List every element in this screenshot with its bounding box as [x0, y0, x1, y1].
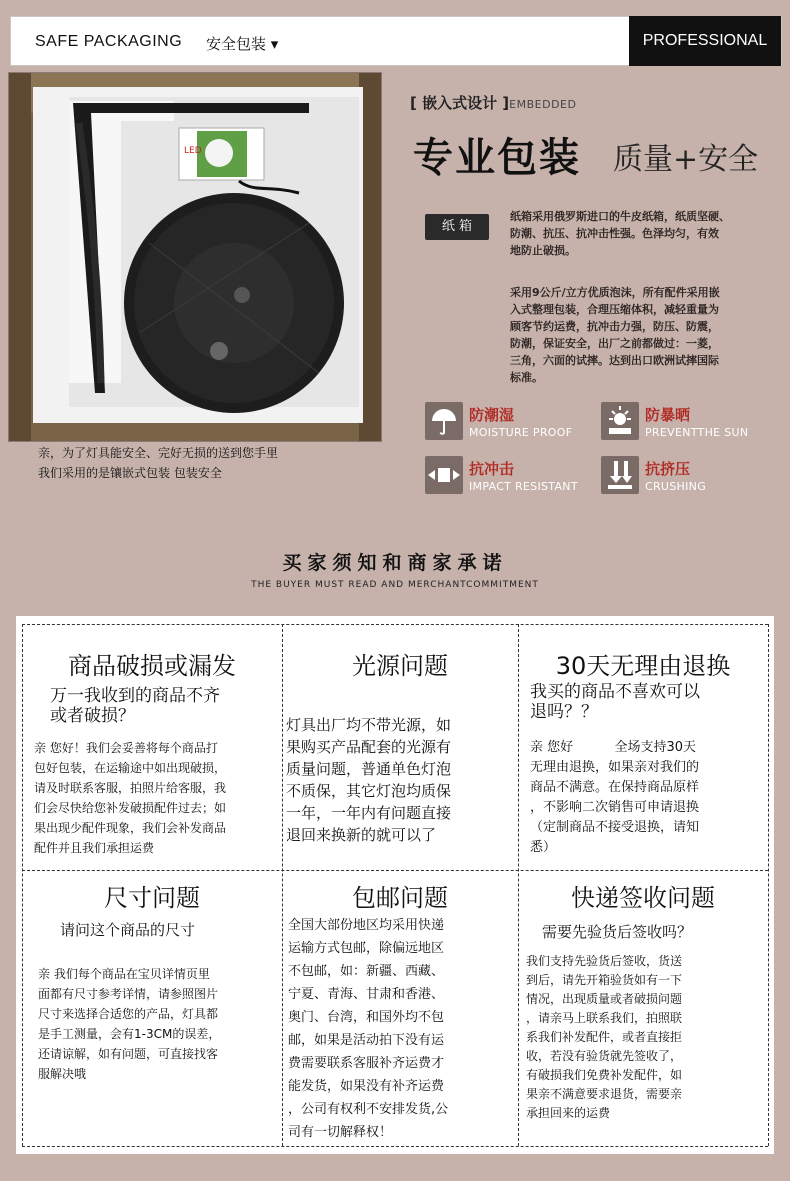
delivery-answer-line: 收，若没有验货就先签收了，: [526, 1049, 683, 1063]
feature-cn: 防暴晒: [645, 406, 691, 424]
delivery-question: 需要先验货后签收吗？: [542, 923, 693, 941]
grid-divider: [768, 624, 769, 1146]
delivery-answer-line: 果亲不满意要求退货，需要亲: [526, 1087, 683, 1101]
feature-en: MOISTURE PROOF: [469, 426, 573, 439]
shipping-answer-line: 全国大部份地区均采用快递: [288, 918, 445, 933]
professional-packaging-title: 专业包装: [413, 134, 581, 181]
damage-question: [50, 686, 280, 726]
sun-icon: [601, 402, 639, 440]
shipping-answer-line: 能发货，如果没有补齐运费: [288, 1079, 445, 1094]
feature-cn: 抗冲击: [469, 460, 515, 478]
delivery-answer-line: 我们支持先验货后签收，货送: [526, 954, 683, 968]
delivery-answer-line: 情况，出现质量或者破损问题: [526, 992, 683, 1006]
size-answer-line: 尺寸来选择合适您的产品，灯具都: [38, 1007, 219, 1021]
return-answer-line: （定制商品不接受退换，请知: [530, 820, 700, 835]
caption-line-1: 亲，为了灯具能安全、完好无损的送到您手里: [38, 446, 279, 460]
shipping-answer: [288, 914, 516, 1144]
professional-label: PROFESSIONAL: [629, 16, 781, 66]
header-bar: [10, 16, 782, 66]
return-answer-line: 悉）: [530, 840, 557, 855]
return-question-line: 退吗？？: [530, 702, 598, 722]
feature-en: PREVENTTHE SUN: [645, 426, 749, 439]
carton-description: [510, 208, 730, 259]
section-title: 买家须知和商家承诺: [282, 552, 508, 574]
carton-desc-line: 地防止破损。: [510, 244, 576, 257]
umbrella-icon: [425, 402, 463, 440]
return-question-line: 我买的商品不喜欢可以: [530, 682, 700, 702]
section-subtitle: THE BUYER MUST READ AND MERCHANTCOMMITMENT: [251, 580, 539, 590]
shipping-answer-line: 运输方式包邮，除偏远地区: [288, 941, 445, 956]
foam-desc-line: 三角，六面的试摔。达到出口欧洲试摔国际: [510, 354, 719, 367]
damage-answer: [34, 738, 282, 858]
delivery-heading: 快递签收问题: [571, 884, 715, 912]
size-answer-line: 面都有尺寸参考详情，请参照图片: [38, 987, 219, 1001]
foam-description: [510, 284, 720, 386]
foam-desc-line: 防潮，保证安全，出厂之前都做过：一菱，: [510, 337, 719, 350]
return-answer-line: ，不影响二次销售可申请退换: [530, 800, 700, 815]
bulb-box-text: LED: [184, 146, 202, 156]
damage-answer-line: 请及时联系客服，拍照片给客服，我: [34, 781, 227, 795]
damage-answer-line: 果出现少配件现象，我们会补发商品: [34, 821, 227, 835]
light-source-line: 果购买产品配套的光源有: [286, 738, 452, 756]
delivery-answer-line: 承担回来的运费: [526, 1106, 611, 1120]
shipping-answer-line: 不包邮，如：新疆、西藏、: [288, 964, 445, 979]
damage-answer-line: 们会尽快给您补发破损配件过去；如: [34, 801, 227, 815]
return-question: [530, 682, 766, 722]
size-answer-line: 服解决哦: [38, 1067, 87, 1081]
grid-divider: [22, 870, 768, 871]
size-heading: 尺寸问题: [104, 884, 200, 912]
light-source-answer: [286, 714, 516, 846]
foam-desc-line: 顾客节约运费，抗冲击力强，防压、防震，: [510, 320, 719, 333]
delivery-answer-line: 系我们补发配件，或者直接拒: [526, 1030, 683, 1044]
size-question: 请问这个商品的尺寸: [60, 921, 196, 939]
crush-icon: [601, 456, 639, 494]
feature-cn: 防潮湿: [469, 406, 515, 424]
packaging-photo: [8, 72, 382, 442]
grid-divider: [22, 624, 768, 625]
size-answer-line: 是手工测量，会有1-3CM的误差，: [38, 1027, 221, 1041]
damage-heading: 商品破损或漏发: [68, 652, 236, 680]
delivery-answer-line: 到后，请先开箱验货如有一下: [526, 973, 683, 987]
return-answer-line: 无理由退换，如果亲对我们的: [530, 760, 700, 775]
shipping-answer-line: ，公司有权利不安排发货,公: [288, 1102, 449, 1117]
foam-desc-line: 入式整理包装，合理压缩体积，减轻重量为: [510, 303, 719, 316]
return-answer-line: 亲 您好 全场支持30天: [530, 740, 696, 755]
carton-desc-line: 纸箱采用俄罗斯进口的牛皮纸箱，纸质坚硬、: [510, 210, 730, 223]
size-answer: [38, 964, 282, 1084]
buyer-notice-grid: [16, 616, 774, 1154]
return-answer-line: 商品不满意。在保持商品原样: [530, 780, 700, 795]
grid-divider: [22, 624, 23, 1146]
return-heading: 30天无理由退换: [555, 652, 731, 680]
packaging-illustration: [9, 73, 381, 441]
light-source-line: 退回来换新的就可以了: [286, 826, 437, 844]
impact-icon: [425, 456, 463, 494]
damage-answer-line: 亲 您好！我们会妥善将每个商品打: [34, 741, 218, 755]
grid-divider: [518, 624, 519, 1146]
delivery-answer-line: ，请亲马上联系我们，拍照联: [526, 1011, 683, 1025]
light-source-heading: 光源问题: [352, 652, 448, 680]
light-source-line: 不质保，其它灯泡均质保: [286, 782, 452, 800]
size-answer-line: 亲 我们每个商品在宝贝详情页里: [38, 967, 210, 981]
embedded-tag-cn: [ 嵌入式设计 ]: [410, 94, 510, 112]
light-source-line: 质量问题，普通单色灯泡: [286, 760, 452, 778]
feature-en: CRUSHING: [645, 480, 707, 493]
carton-badge: 纸 箱: [425, 214, 489, 240]
size-answer-line: 还请谅解，如有问题，可直接找客: [38, 1047, 219, 1061]
shipping-answer-line: 宁夏、青海、甘肃和香港、: [288, 987, 445, 1002]
foam-desc-line: 标准。: [510, 371, 543, 384]
carton-desc-line: 防潮、抗压、抗冲击性强。色泽均匀，有效: [510, 227, 719, 240]
quality-safety-title: 质量+安全: [613, 142, 759, 177]
shipping-heading: 包邮问题: [352, 884, 448, 912]
damage-question-line: 万一我收到的商品不齐: [50, 686, 220, 706]
embedded-tag-en: EMBEDDED: [509, 98, 577, 111]
grid-divider: [22, 1146, 768, 1147]
shipping-answer-line: 费需要联系客服补齐运费才: [288, 1056, 445, 1071]
caption-line-2: 我们采用的是镶嵌式包装 包装安全: [38, 466, 222, 480]
shipping-answer-line: 司有一切解释权！: [288, 1125, 393, 1140]
light-source-line: 灯具出厂均不带光源，如: [286, 716, 452, 734]
embedded-tag: [410, 92, 576, 113]
damage-answer-line: 配件并且我们承担运费: [34, 841, 155, 855]
foam-desc-line: 采用9公斤/立方优质泡沫，所有配件采用嵌: [510, 286, 720, 299]
damage-answer-line: 包好包装，在运输途中如出现破损，: [34, 761, 227, 775]
grid-divider: [282, 624, 283, 1146]
light-source-line: 一年，一年内有问题直接: [286, 804, 452, 822]
return-answer: [530, 738, 766, 858]
shipping-answer-line: 邮，如果是活动拍下没有运: [288, 1033, 445, 1048]
feature-cn: 抗挤压: [645, 460, 691, 478]
damage-question-line: 或者破损？: [50, 706, 135, 726]
feature-en: IMPACT RESISTANT: [469, 480, 578, 493]
category-dropdown[interactable]: 安全包装 ▾: [206, 35, 279, 53]
shipping-answer-line: 奥门、台湾，和国外均不包: [288, 1010, 445, 1025]
safe-packaging-label: SAFE PACKAGING: [35, 33, 183, 50]
delivery-answer: [526, 952, 766, 1123]
delivery-answer-line: 有破损我们免费补发配件，如: [526, 1068, 683, 1082]
